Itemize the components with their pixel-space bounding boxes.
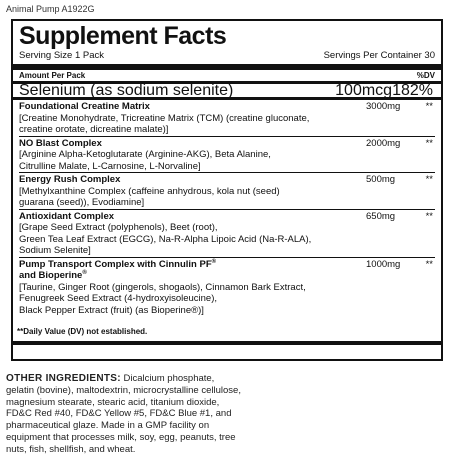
blend-row (19, 172, 435, 209)
blend-line: guarana (seed)), Evodiamine] (19, 197, 145, 208)
blend-dv: ** (425, 101, 433, 112)
blend-line: Black Pepper Extract (fruit) (as Bioperine®)] (19, 304, 204, 316)
serving-info (19, 50, 435, 62)
blend-name (19, 259, 359, 271)
blend-row (19, 257, 435, 317)
registered-mark: ® (82, 269, 87, 276)
blend-row (19, 100, 435, 136)
nutrient-row-selenium (19, 81, 435, 99)
amount-header: Amount Per Pack (19, 71, 86, 80)
blend-name: Energy Rush Complex (19, 174, 121, 185)
servings-per-container: Servings Per Container 30 (323, 50, 435, 61)
blend-dv: ** (425, 210, 433, 222)
blend-dv: ** (425, 174, 433, 185)
footnote-visible: **Daily Value (DV) not established. (17, 327, 148, 336)
blend-amount: 650mg (366, 210, 396, 222)
blend-line: Green Tea Leaf Extract (EGCG), Na-R-Alpha Lipoic Acid (Na-R-ALA), (19, 233, 312, 245)
blend-name: Foundational Creatine Matrix (19, 101, 150, 112)
blend-name (19, 270, 359, 282)
blend-name: NO Blast Complex (19, 137, 102, 149)
blend-name-line1: Pump Transport Complex with Cinnulin PF (19, 258, 212, 270)
blend-name-line2: and Bioperine (19, 270, 83, 281)
serving-size: Serving Size 1 Pack (19, 50, 105, 61)
blend-amount: 3000mg (366, 101, 401, 112)
blend-line: Sodium Selenite] (19, 245, 91, 256)
blend-amount: 1000mg (366, 258, 401, 270)
blend-line: [Grape Seed Extract (polyphenols), Beet (root), (19, 222, 218, 233)
blend-amount: 500mg (366, 174, 396, 185)
supplement-facts-panel (11, 19, 443, 361)
blend-row (19, 209, 435, 257)
other-ingredients (6, 373, 241, 456)
blend-line: [Taurine, Ginger Root (gingerols, shogaols), Cinnamon Bark Extract, (19, 281, 306, 293)
blend-amount: 2000mg (366, 137, 401, 149)
nutrient-amount: 100mcg (335, 81, 393, 99)
blend-dv: ** (425, 258, 433, 270)
column-header (19, 70, 435, 81)
blend-line: [Arginine Alpha-Ketoglutarate (Arginine-AKG), Beta Alanine, (19, 149, 271, 160)
blend-dv: ** (425, 137, 433, 149)
nutrient-name: Selenium (as sodium selenite) (19, 81, 234, 99)
product-label: Animal Pump A1922G (6, 4, 95, 14)
registered-mark: ® (211, 258, 217, 265)
other-ingredients-text: Dicalcium phosphate, gelatin (bovine), maltodextrin, microcrystalline cellulose, magnesium stearate, stearic acid, titanium dioxide, FD&C Red #40, FD&C Yellow #5, FD&C Blue #1, and pharmaceutical glaze. Made in a GMP facility on equipment that processes milk, soy, egg, peanuts, tree nuts, fish, shellfish, and wheat. (6, 373, 241, 455)
blend-line: Fenugreek Seed Extract (4-hydroxyisoleucine), (19, 293, 218, 304)
blend-name: Antioxidant Complex (19, 210, 115, 222)
dv-header: %DV (416, 71, 435, 80)
blend-line: creatine orotate, dicreatine malate)] (19, 124, 169, 135)
other-ingredients-label: OTHER INGREDIENTS: (6, 373, 121, 384)
blend-line: Citrulline Malate, L-Carnosine, L-Norvaline] (19, 160, 201, 172)
divider-thick (13, 341, 441, 345)
blend-line: [Methylxanthine Complex (caffeine anhydrous, kola nut (seed) (19, 185, 280, 197)
blend-line: [Creatine Monohydrate, Tricreatine Matrix (TCM) (creatine gluconate, (19, 112, 310, 124)
nutrient-dv: 182% (392, 81, 433, 99)
blend-row (19, 136, 435, 173)
panel-title: Supplement Facts (19, 22, 227, 50)
